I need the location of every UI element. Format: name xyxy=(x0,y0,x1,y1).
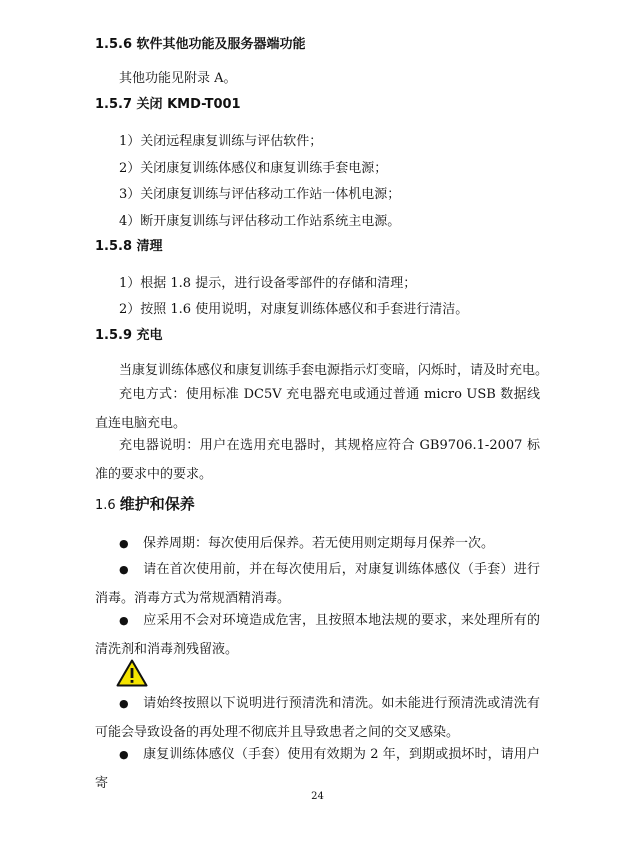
bullet-icon: ● xyxy=(119,563,129,576)
heading-1-5-6: 1.5.6 软件其他功能及服务器端功能 xyxy=(95,37,306,52)
bullet-icon: ● xyxy=(119,537,129,550)
heading-1-5-9: 1.5.9 充电 xyxy=(95,328,163,343)
heading-number: 1.6 xyxy=(95,498,116,513)
bullet-text: 请始终按照以下说明进行预清洗和清洗。如未能进行预清洗或清洗有可能会导致设备的再处理不彻底并且导致患者之间的交叉感染。 xyxy=(95,696,540,740)
list-item: 4）断开康复训练与评估移动工作站系统主电源。 xyxy=(119,214,401,229)
bullet-item xyxy=(95,529,540,558)
list-item: 1）关闭远程康复训练与评估软件； xyxy=(119,134,323,149)
paragraph-appendix-note: 其他功能见附录 A。 xyxy=(119,71,237,86)
bullet-text: 请在首次使用前，并在每次使用后，对康复训练体感仪（手套）进行消毒。消毒方式为常规酒精消毒。 xyxy=(95,562,540,606)
list-item: 2）按照 1.6 使用说明，对康复训练体感仪和手套进行清洁。 xyxy=(119,302,469,317)
heading-1-6 xyxy=(95,494,195,516)
list-item: 1）根据 1.8 提示，进行设备零部件的存储和清理； xyxy=(119,276,417,291)
paragraph: 充电方式：使用标准 DC5V 充电器充电或通过普通 micro USB 数据线直连电脑充电。 xyxy=(95,387,540,431)
list-item: 3）关闭康复训练与评估移动工作站一体机电源； xyxy=(119,187,401,202)
bullet-text: 保养周期：每次使用后保养。若无使用则定期每月保养一次。 xyxy=(143,536,495,551)
heading-text: 维护和保养 xyxy=(119,495,195,513)
bullet-icon: ● xyxy=(119,697,129,710)
heading-1-5-7: 1.5.7 关闭 KMD-T001 xyxy=(95,97,241,112)
paragraph: 充电器说明：用户在选用充电器时，其规格应符合 GB9706.1-2007 标准的要求中的要求。 xyxy=(95,438,540,482)
warning-triangle-icon xyxy=(116,659,148,687)
bullet-item xyxy=(95,689,540,747)
page-number: 24 xyxy=(311,791,324,802)
list-item: 2）关闭康复训练体感仪和康复训练手套电源； xyxy=(119,161,388,176)
bullet-item xyxy=(95,555,540,613)
heading-1-5-8: 1.5.8 清理 xyxy=(95,239,163,254)
paragraph: 当康复训练体感仪和康复训练手套电源指示灯变暗，闪烁时，请及时充电。 xyxy=(119,363,549,378)
bullet-text: 应采用不会对环境造成危害，且按照本地法规的要求，来处理所有的清洗剂和消毒剂残留液。 xyxy=(95,613,540,657)
bullet-text: 康复训练体感仪（手套）使用有效期为 2 年，到期或损坏时，请用户寄 xyxy=(95,747,540,791)
bullet-icon: ● xyxy=(119,748,129,761)
bullet-item xyxy=(95,606,540,664)
bullet-icon: ● xyxy=(119,614,129,627)
